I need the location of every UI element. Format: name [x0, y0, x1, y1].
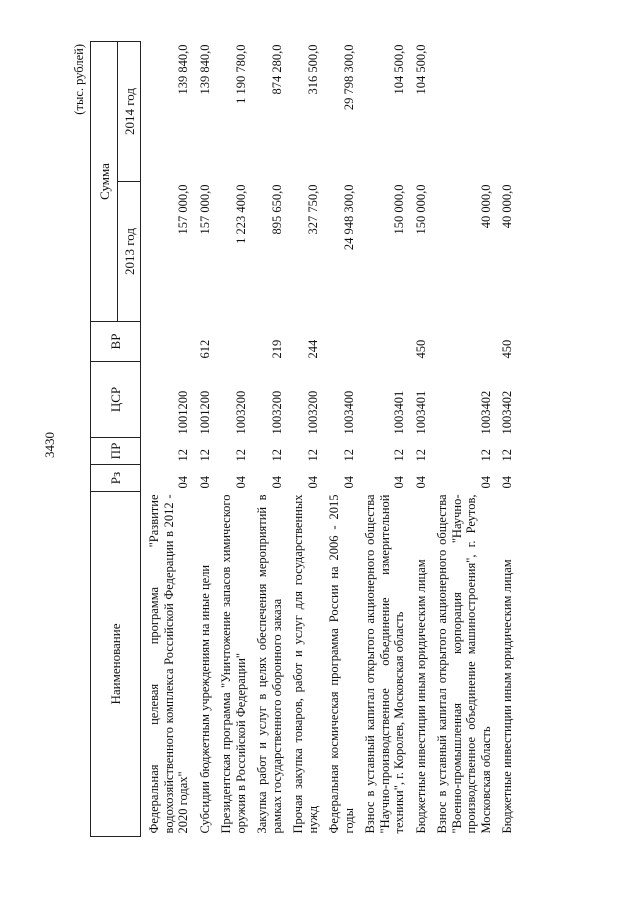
row-vr: 612	[197, 339, 212, 359]
row-rz: 04	[233, 476, 248, 489]
row-pr: 12	[233, 449, 248, 462]
row-2013: 40 000,0	[478, 184, 493, 229]
table-row	[321, 42, 357, 837]
table-row	[192, 42, 214, 837]
row-vr	[429, 322, 494, 362]
row-name: Бюджетные инвестиции иным юридическим лицам	[500, 559, 514, 834]
table-row	[249, 42, 285, 837]
row-2014	[494, 42, 516, 182]
budget-table-sheet	[70, 42, 578, 837]
row-csr: 1003401	[413, 390, 428, 435]
row-rz: 04	[269, 476, 284, 489]
header-pr: ПР	[91, 438, 141, 465]
row-pr: 12	[176, 449, 190, 462]
row-rz: 04	[478, 476, 493, 489]
row-2013: 24 948 300,0	[341, 184, 356, 251]
row-vr: 450	[413, 339, 428, 359]
row-name: Бюджетные инвестиции иным юридическим лицам	[413, 559, 428, 834]
table-row	[285, 42, 321, 837]
row-csr: 1003400	[341, 390, 356, 435]
row-rz: 04	[413, 476, 428, 489]
header-rz: Рз	[91, 465, 141, 492]
table-row	[357, 42, 408, 837]
row-2013: 1 223 400,0	[233, 184, 248, 244]
row-vr	[357, 322, 408, 362]
row-csr: 1001200	[176, 390, 190, 435]
row-csr: 1003402	[500, 390, 514, 435]
row-vr: 219	[269, 339, 284, 359]
row-pr: 12	[269, 449, 284, 462]
row-vr	[321, 322, 357, 362]
header-csr: ЦСР	[91, 362, 141, 438]
row-rz: 04	[197, 476, 212, 489]
row-2014: 874 280,0	[269, 44, 284, 95]
row-2013: 150 000,0	[392, 184, 406, 235]
row-vr: 244	[305, 339, 320, 359]
row-vr	[213, 322, 249, 362]
page-number: 3430	[42, 432, 57, 458]
row-name: Взнос в уставный капитал открытого акционерного общества "Военно-промышленная корпорация "Научно-производственное объединение машиностроения", г. Реутов, Московская область	[435, 494, 493, 834]
row-name: Федеральная космическая программа России на 2006 - 2015 годы	[327, 494, 356, 834]
row-name: Закупка работ и услуг в целях обеспечения мероприятий в рамках государственного оборонного заказа	[255, 494, 284, 834]
row-2013: 157 000,0	[176, 184, 190, 235]
row-vr: 450	[500, 339, 514, 359]
header-2014: 2014 год	[118, 42, 141, 182]
row-2014: 29 798 300,0	[341, 44, 356, 111]
row-csr: 1001200	[197, 390, 212, 435]
row-pr: 12	[305, 449, 320, 462]
row-csr: 1003200	[269, 390, 284, 435]
row-pr: 12	[413, 449, 428, 462]
row-rz: 04	[305, 476, 320, 489]
row-2013: 327 750,0	[305, 184, 320, 235]
header-row	[91, 42, 118, 837]
row-name: Субсидии бюджетным учреждениям на иные цели	[197, 564, 212, 834]
row-csr: 1003200	[305, 390, 320, 435]
row-vr	[141, 322, 192, 362]
row-2014: 104 500,0	[392, 44, 406, 95]
row-rz: 04	[500, 476, 514, 489]
row-name: Президентская программа "Уничтожение запасов химического оружия в Российской Федерации"	[219, 494, 248, 834]
row-pr: 12	[197, 449, 212, 462]
table-row	[494, 42, 516, 837]
table-row	[141, 42, 192, 837]
units-label: (тыс. рублей)	[72, 44, 86, 115]
row-2013: 157 000,0	[197, 184, 212, 235]
row-2014: 139 840,0	[197, 44, 212, 95]
table-row	[213, 42, 249, 837]
row-2014: 316 500,0	[305, 44, 320, 95]
row-2014	[429, 42, 494, 182]
row-2013: 895 650,0	[269, 184, 284, 235]
row-name: Взнос в уставный капитал открытого акционерного общества "Научно-производственное объединение измерительной техники", г. Королев, Московская область	[363, 494, 406, 834]
row-2014: 139 840,0	[176, 44, 190, 95]
row-pr: 12	[478, 449, 493, 462]
header-sum: Сумма	[91, 42, 118, 322]
row-name: Федеральная целевая программа "Развитие водохозяйственного комплекса Российской Федерации в 2012 - 2020 годах"	[147, 494, 190, 834]
row-csr: 1003200	[233, 390, 248, 435]
row-rz: 04	[176, 476, 190, 489]
header-vr: ВР	[91, 322, 141, 362]
row-2014: 1 190 780,0	[233, 44, 248, 104]
row-2014: 104 500,0	[413, 44, 428, 95]
header-name: Наименование	[91, 492, 141, 837]
row-csr: 1003402	[478, 390, 493, 435]
table-row	[408, 42, 430, 837]
row-rz: 04	[392, 476, 406, 489]
row-pr: 12	[341, 449, 356, 462]
row-csr: 1003401	[392, 390, 406, 435]
row-pr: 12	[500, 449, 514, 462]
table-row	[429, 42, 494, 837]
row-2013: 150 000,0	[413, 184, 428, 235]
row-rz: 04	[341, 476, 356, 489]
row-pr: 12	[392, 449, 406, 462]
budget-table	[90, 41, 516, 837]
row-name: Прочая закупка товаров, работ и услуг для государственных нужд	[291, 494, 320, 834]
header-2013: 2013 год	[118, 182, 141, 322]
row-2013: 40 000,0	[500, 184, 514, 229]
